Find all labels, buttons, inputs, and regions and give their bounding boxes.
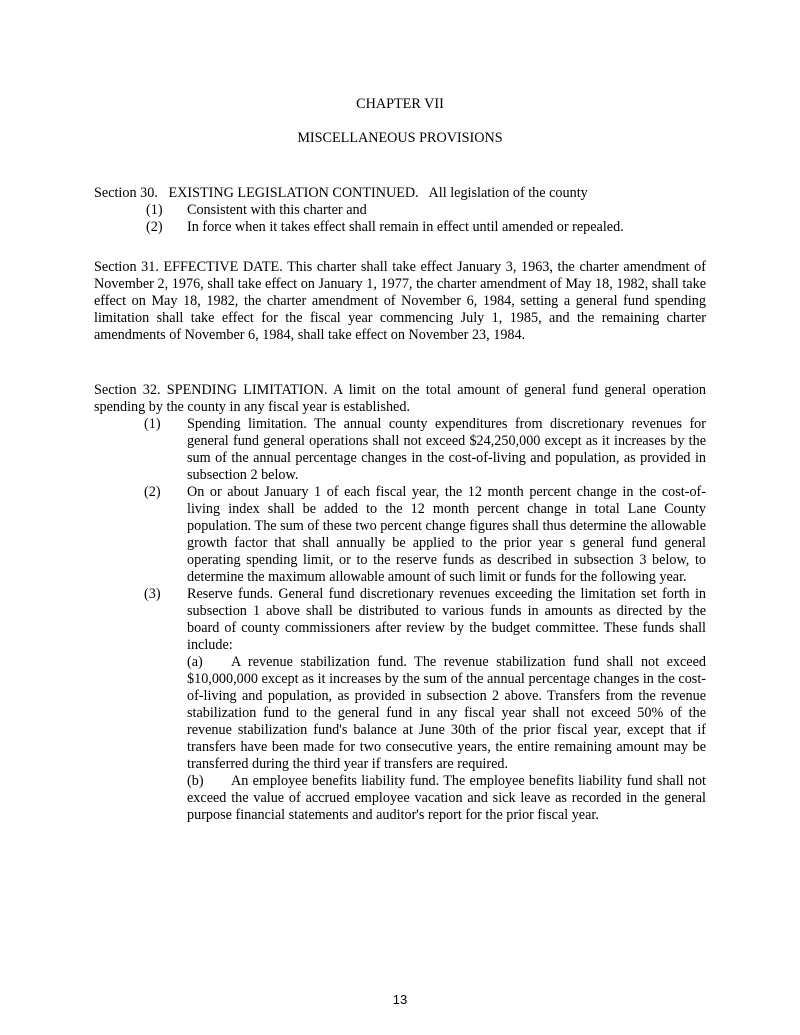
item-number: (1) bbox=[144, 416, 161, 432]
subitem bbox=[187, 773, 706, 824]
item-text: Spending limitation. The annual county expenditures from discretionary revenues for general fund general operations shall not exceed $24,250,000 except as it increases by the sum of the annual percentage changes in the cost-of-living and population, as provided in subsection 2 below. bbox=[187, 416, 706, 483]
section-32-heading: Section 32. SPENDING LIMITATION. A limit on the total amount of general fund general operation spending by the county in any fiscal year is established. bbox=[94, 382, 706, 415]
item-text: In force when it takes effect shall remain in effect until amended or repealed. bbox=[187, 219, 624, 235]
page-number: 13 bbox=[392, 992, 408, 1007]
subitem bbox=[187, 654, 706, 773]
item-text: Consistent with this charter and bbox=[187, 202, 367, 218]
item-text: On or about January 1 of each fiscal year, the 12 month percent change in the cost-of-living index shall be added to the 12 month percent change in total Lane County population. The sum of these two percent change figures shall thus determine the allowable growth factor that shall annually be applied to the prior year s general fund general operating spending limit, or to the reserve funds as described in subsection 3 below, to determine the maximum allowable amount of such limit or funds for the following year. bbox=[187, 484, 707, 585]
section-30 bbox=[94, 185, 706, 236]
subitem-tag: (a) bbox=[187, 654, 203, 670]
subitem-text: An employee benefits liability fund. The employee benefits liability fund shall not exceed the value of accrued employee vacation and sick leave as recorded in the general purpose financial statements and auditor's report for the prior fiscal year. bbox=[187, 773, 706, 823]
section-31-text: Section 31. EFFECTIVE DATE. This charter shall take effect January 3, 1963, the charter amendment of November 2, 1976, shall take effect on January 1, 1977, the charter amendment of May 18, 1982, shall take effect on May 18, 1982, the charter amendment of November 6, 1984, setting a general fund spending limitation shall take effect for the fiscal year commencing July 1, 1985, and the remaining charter amendments of November 6, 1984, shall take effect on November 23, 1984. bbox=[94, 259, 706, 343]
section-32-item bbox=[94, 484, 706, 586]
subitem-tag: (b) bbox=[187, 773, 204, 789]
item-text: Reserve funds. General fund discretionary revenues exceeding the limitation set forth in subsection 1 above shall be distributed to various funds in amounts as directed by the board of county commissioners after review by the budget committee. These funds shall include: bbox=[187, 586, 706, 653]
item-number: (1) bbox=[146, 202, 163, 218]
section-30-heading: Section 30. EXISTING LEGISLATION CONTINUED. All legislation of the county bbox=[94, 185, 588, 201]
section-30-item bbox=[94, 202, 706, 219]
item-number: (2) bbox=[144, 484, 161, 500]
section-32-item bbox=[94, 586, 706, 824]
section-32-item bbox=[94, 416, 706, 484]
chapter-subtitle: MISCELLANEOUS PROVISIONS bbox=[297, 130, 503, 146]
item-number: (3) bbox=[144, 586, 161, 602]
document-page bbox=[94, 0, 706, 1035]
section-30-item bbox=[94, 219, 706, 236]
section-31 bbox=[94, 259, 706, 344]
subitem-text: A revenue stabilization fund. The revenue stabilization fund shall not exceed $10,000,000 except as it increases by the sum of the annual percentage changes in the cost-of-living and population, as provided in subsection 2 above. Transfers from the revenue stabilization fund to the general fund in any fiscal year shall not exceed 50% of the revenue stabilization fund's balance at June 30th of the prior fiscal year, except that if transfers have been made for two consecutive years, the entire remaining amount may be transferred during the third year if transfers are required. bbox=[187, 654, 706, 772]
section-32 bbox=[94, 382, 706, 824]
chapter-title: CHAPTER VII bbox=[356, 96, 444, 112]
item-number: (2) bbox=[146, 219, 163, 235]
